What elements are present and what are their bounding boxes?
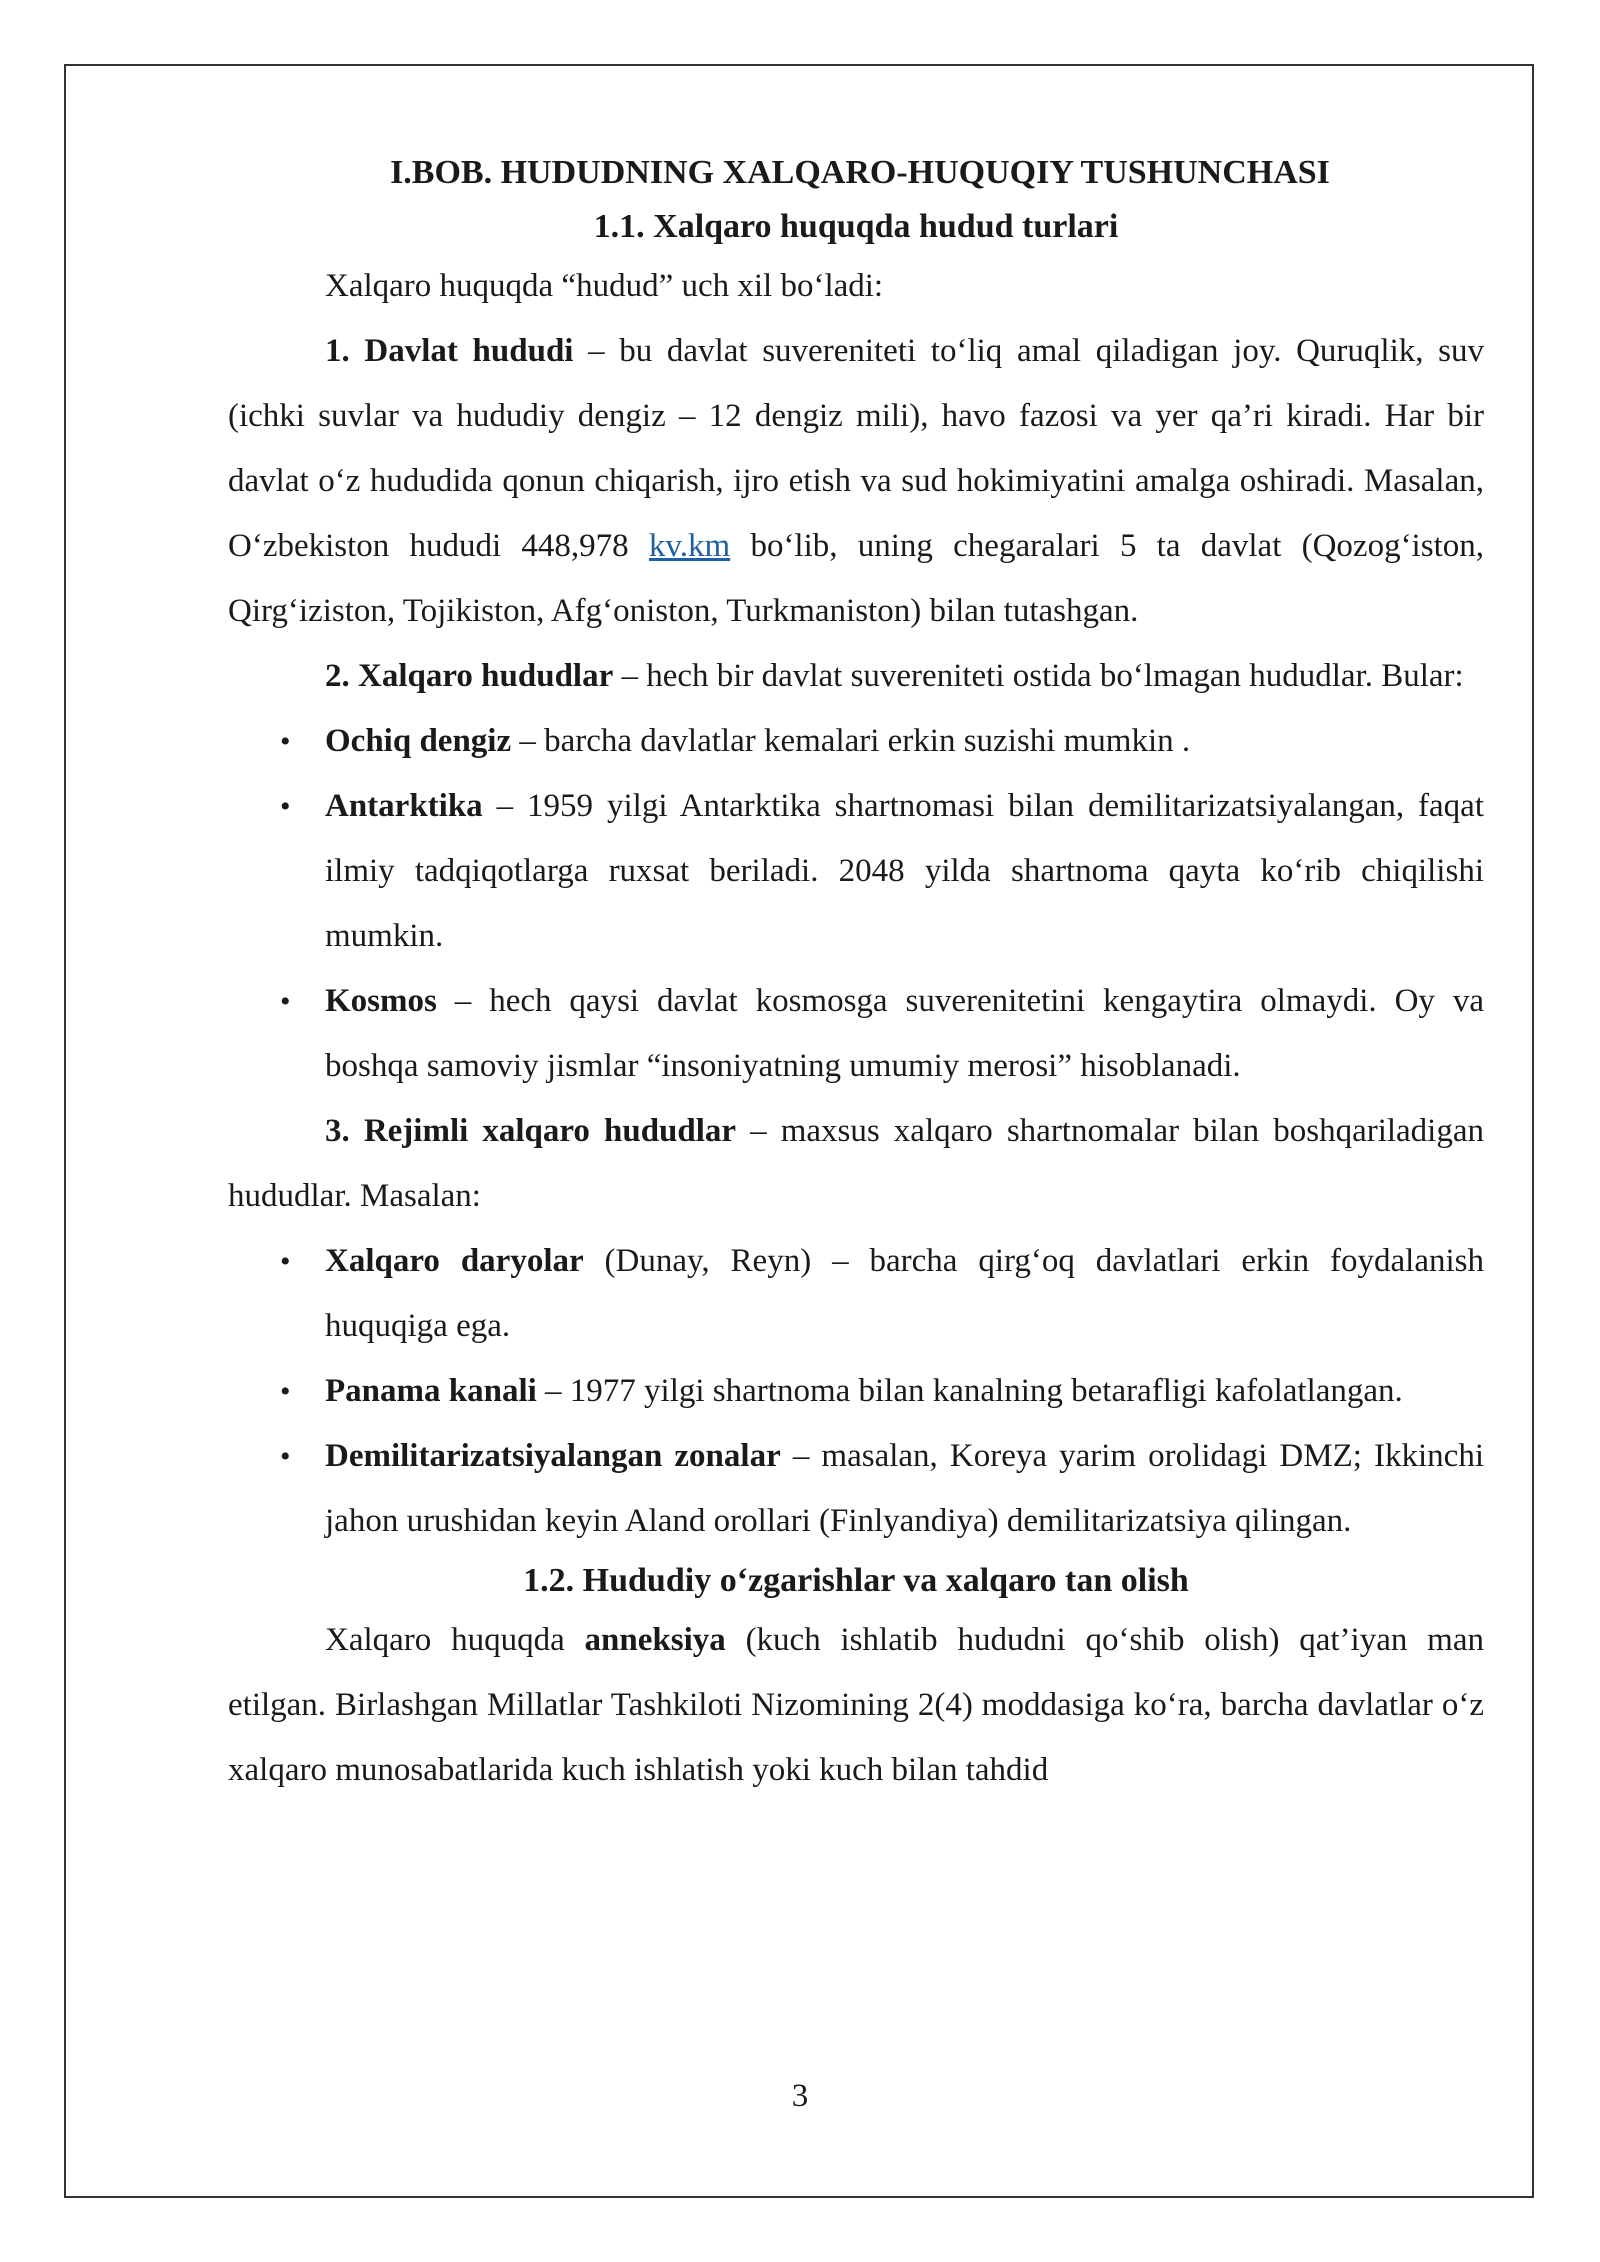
- list-item-term: Demilitarizatsiyalangan zonalar: [325, 1438, 781, 1474]
- term-state-territory: 1. Davlat hududi: [325, 333, 574, 369]
- list-item: [228, 774, 1484, 969]
- list-item-term: Kosmos: [325, 983, 437, 1019]
- term-regime-territories: 3. Rejimli xalqaro hududlar: [325, 1113, 737, 1149]
- paragraph-regime-territories: [228, 1099, 1484, 1229]
- chapter-title: I.BOB. HUDUDNING XALQARO-HUQUQIY TUSHUNCHASI: [390, 154, 1330, 191]
- bullet-icon: •: [280, 1440, 291, 1473]
- list-item-text: – hech qaysi davlat kosmosga suverenitetini kengaytira olmaydi. Oy va boshqa samoviy jismlar “insoniyatning umumiy merosi” hisoblanadi.: [325, 983, 1484, 1084]
- list-item-term: Xalqaro daryolar: [325, 1243, 584, 1279]
- term-annexation: anneksiya: [584, 1622, 726, 1658]
- bullet-icon: •: [280, 725, 291, 758]
- list-item-term: Antarktika: [325, 788, 483, 824]
- list-item-text: – 1977 yilgi shartnoma bilan kanalning betarafligi kafolatlangan.: [536, 1373, 1403, 1409]
- paragraph-text: – hech bir davlat suvereniteti ostida bo‘lmagan hududlar. Bular:: [613, 658, 1464, 694]
- list-item: [228, 969, 1484, 1099]
- list-item-text: (Dunay, Reyn) – barcha qirg‘oq davlatlari erkin foydalanish huquqiga ega.: [325, 1243, 1484, 1344]
- page-number: 3: [791, 2078, 809, 2114]
- document-body: [228, 146, 1484, 1803]
- bullet-icon: •: [280, 1375, 291, 1408]
- bullet-icon: •: [280, 985, 291, 1018]
- list-item-term: Panama kanali: [325, 1373, 537, 1409]
- paragraph-annexation: [228, 1608, 1484, 1803]
- list-item: [228, 709, 1484, 774]
- term-international-territories: 2. Xalqaro hududlar: [325, 658, 614, 694]
- section-title-1-1: 1.1. Xalqaro huquqda hudud turlari: [593, 208, 1119, 245]
- kv-km-link[interactable]: kv.km: [648, 528, 731, 564]
- list-item-text: – barcha davlatlar kemalari erkin suzishi mumkin .: [511, 723, 1191, 759]
- intro-paragraph: Xalqaro huquqda “hudud” uch xil bo‘ladi:: [325, 268, 884, 304]
- paragraph-text: (kuch ishlatib hududni qo‘shib olish) qat’iyan man etilgan. Birlashgan Millatlar Tashkiloti Nizomining 2(4) moddasiga ko‘ra, barcha davlatlar o‘z xalqaro munosabatlarida kuch ishlatish yoki kuch bilan tahdid: [228, 1622, 1484, 1788]
- list-item: [228, 1424, 1484, 1554]
- regime-territories-list: [228, 1229, 1484, 1554]
- international-territories-list: [228, 709, 1484, 1099]
- list-item: [228, 1229, 1484, 1359]
- list-item: [228, 1359, 1484, 1424]
- section-title-1-2: 1.2. Hududiy o‘zgarishlar va xalqaro tan olish: [523, 1562, 1189, 1599]
- list-item-term: Ochiq dengiz: [325, 723, 512, 759]
- paragraph-text: bo‘lib, uning chegaralari 5 ta davlat (Qozog‘iston, Qirg‘iziston, Tojikiston, Afg‘oniston, Turkmaniston) bilan tutashgan.: [228, 528, 1484, 629]
- paragraph-text: – bu davlat suvereniteti to‘liq amal qiladigan joy. Quruqlik, suv (ichki suvlar va hududiy dengiz – 12 dengiz mili), havo fazosi va yer qa’ri kiradi. Har bir davlat o‘z hududida qonun chiqarish, ijro etish va sud hokimiyatini amalga oshiradi. Masalan, O‘zbekiston hududi 448,978: [228, 333, 1484, 564]
- paragraph-state-territory: [228, 319, 1484, 644]
- paragraph-text: Xalqaro huquqda: [325, 1622, 585, 1658]
- bullet-icon: •: [280, 1245, 291, 1278]
- list-item-text: – masalan, Koreya yarim orolidagi DMZ; Ikkinchi jahon urushidan keyin Aland orollari (Finlyandiya) demilitarizatsiya qilingan.: [325, 1438, 1484, 1539]
- list-item-text: – 1959 yilgi Antarktika shartnomasi bilan demilitarizatsiyalangan, faqat ilmiy tadqiqotlarga ruxsat beriladi. 2048 yilda shartnoma qayta ko‘rib chiqilishi mumkin.: [325, 788, 1484, 954]
- paragraph-text: – maxsus xalqaro shartnomalar bilan boshqariladigan hududlar. Masalan:: [228, 1113, 1485, 1214]
- paragraph-international-territories: [228, 644, 1484, 709]
- bullet-icon: •: [280, 790, 291, 823]
